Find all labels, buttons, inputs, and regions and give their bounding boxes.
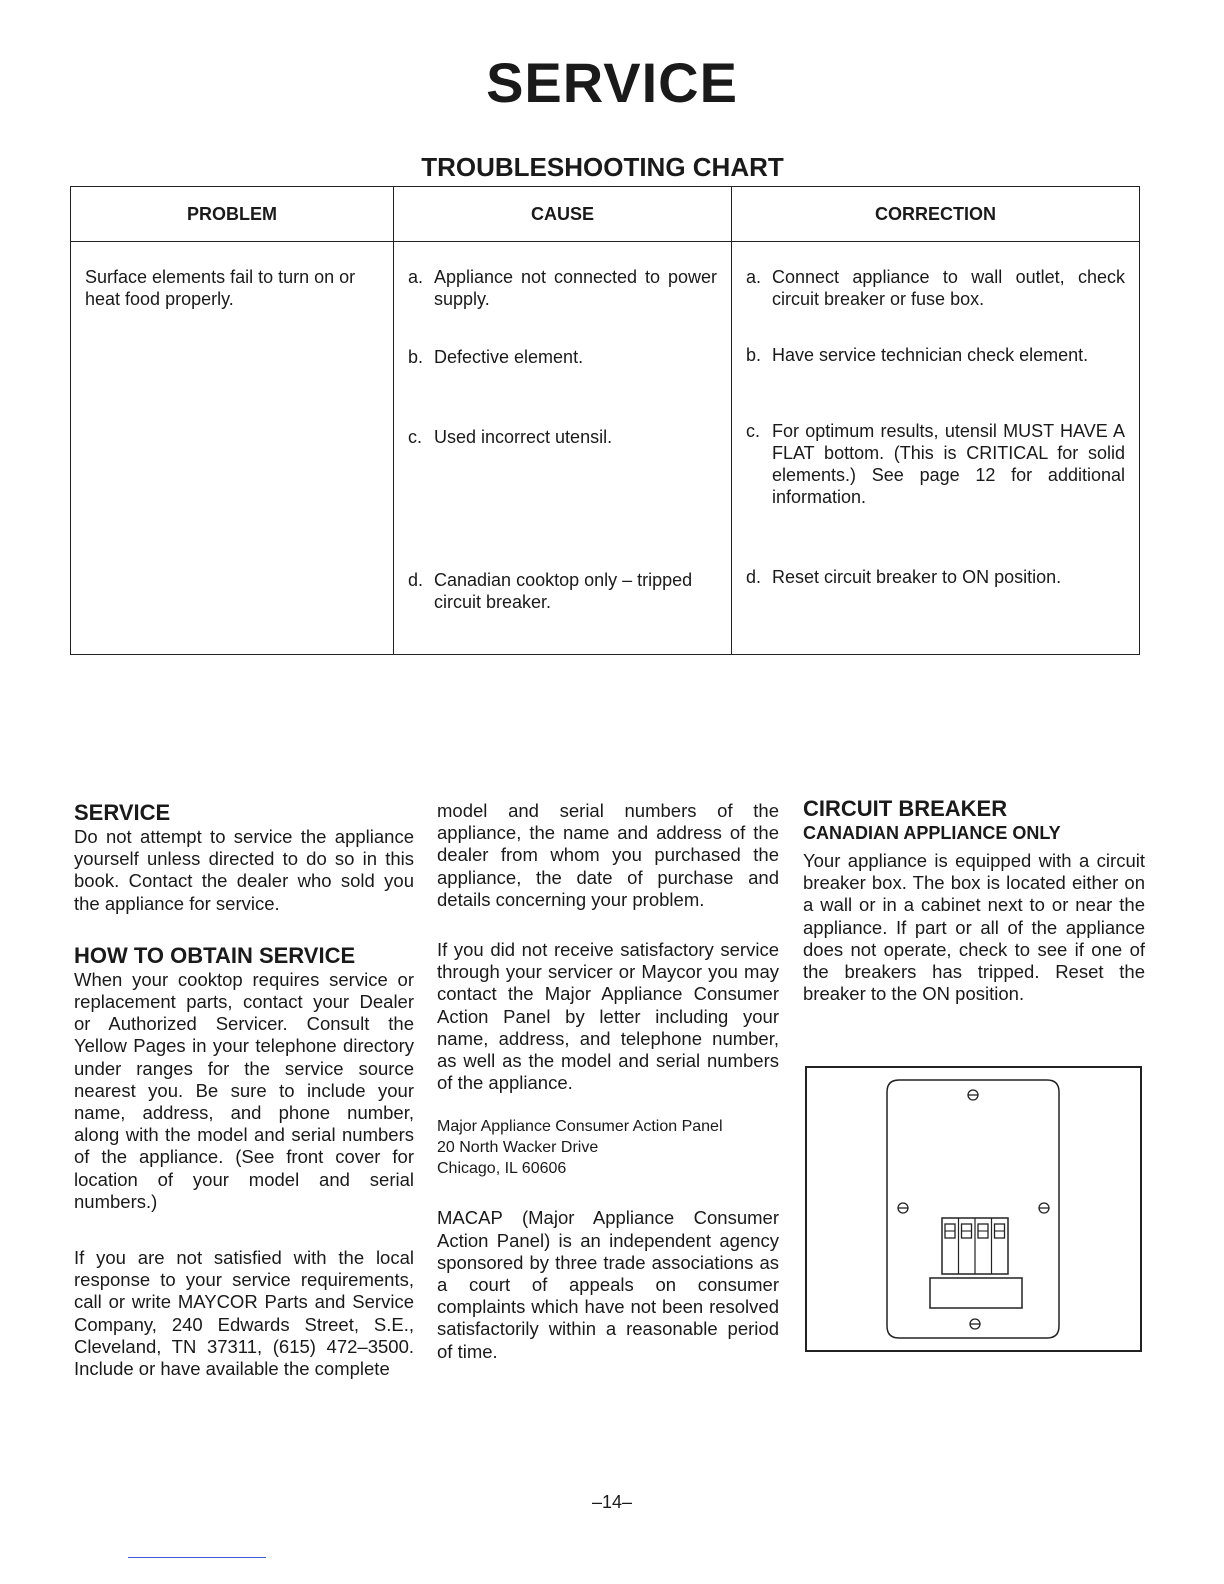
correction-text: Reset circuit breaker to ON position. [772,567,1062,587]
header-cause: CAUSE [394,187,732,242]
problem-cell [71,242,394,655]
right-column [803,796,1145,1005]
service-body: Do not attempt to service the appliance yourself unless directed to do so in this book. Contact the dealer who sold you the appliance for service. [74,826,414,914]
circuit-breaker-diagram [805,1066,1142,1352]
breaker-switches [942,1218,1008,1274]
circuit-breaker-heading: CIRCUIT BREAKER [803,796,1008,821]
cause-letter: c. [408,427,423,447]
middle-column [437,800,779,1363]
circuit-breaker-subheading: CANADIAN APPLIANCE ONLY [803,823,1061,843]
screw-icon [968,1090,978,1100]
correction-letter: d. [746,567,762,587]
correction-letter: c. [746,421,761,441]
cause-letter: b. [408,347,424,367]
breaker-box-illustration [807,1068,1140,1350]
cause-letter: a. [408,267,424,287]
cause-text: Used incorrect utensil. [434,427,613,447]
address-line: Chicago, IL 60606 [437,1160,567,1178]
chart-title: TROUBLESHOOTING CHART [421,152,784,182]
footer-link-underline [128,1557,266,1558]
obtain-service-heading: HOW TO OBTAIN SERVICE [74,942,356,968]
cause-cell [394,242,732,655]
problem-text: Surface elements fail to turn on or heat food properly. [85,267,356,309]
cause-item [408,346,717,426]
correction-text: Connect appliance to wall outlet, check circuit breaker or fuse box. [772,267,1125,309]
correction-item [746,344,1125,420]
correction-letter: b. [746,345,762,365]
correction-item [746,266,1125,344]
screw-icon [1039,1203,1049,1213]
header-problem: PROBLEM [71,187,394,242]
macap-contact-body: If you did not receive satisfactory service through your servicer or Maycor you may contact the Major Appliance Consumer Action Panel by letter including your name, address, and telephone number, as well as the model and serial numbers of the appliance. [437,939,779,1094]
cause-item [408,266,717,346]
address-line: Major Appliance Consumer Action Panel [437,1118,723,1136]
correction-cell [732,242,1140,655]
macap-address [437,1116,779,1179]
circuit-breaker-body: Your appliance is equipped with a circuit breaker box. The box is located either on a wall or in a cabinet next to or near the appliance. If part or all of the appliance does not operate, check to see if one of the breakers has tripped. Reset the breaker to the ON position. [803,850,1145,1005]
cause-item [408,426,717,569]
correction-item [746,566,1125,588]
cause-letter: d. [408,570,424,590]
correction-letter: a. [746,267,762,287]
breaker-label-plate [930,1278,1022,1308]
page-number: –14– [591,1492,633,1512]
cause-text: Appliance not connected to power supply. [434,267,717,309]
cause-text: Canadian cooktop only – tripped circuit breaker. [434,570,693,612]
cause-item [408,569,717,613]
service-heading: SERVICE [74,800,171,825]
macap-description: MACAP (Major Appliance Consumer Action Panel) is an independent agency sponsored by three trade associations as a court of appeals on consumer complaints which have not been resolved satisfactorily within a reasonable period of time. [437,1207,779,1362]
table-row [71,242,1140,655]
correction-text: Have service technician check element. [772,345,1089,365]
table-header-row [71,187,1140,242]
correction-text: For optimum results, utensil MUST HAVE A FLAT bottom. (This is CRITICAL for solid elements.) See page 12 for additional information. [772,421,1125,507]
correction-item [746,420,1125,566]
service-details-body: model and serial numbers of the appliance, the name and address of the dealer from whom you purchased the appliance, the date of purchase and details concerning your problem. [437,800,779,910]
address-line: 20 North Wacker Drive [437,1139,599,1157]
maycor-contact-body: If you are not satisfied with the local response to your service requirements, call or write MAYCOR Parts and Service Company, 240 Edwards Street, S.E., Cleveland, TN 37311, (615) 472–3500. Include or have available the complete [74,1247,414,1380]
breaker-panel-outline [887,1080,1059,1338]
troubleshooting-table [70,186,1140,655]
screw-icon [970,1319,980,1329]
screw-icon [898,1203,908,1213]
page-title: SERVICE [486,51,738,114]
obtain-service-body: When your cooktop requires service or replacement parts, contact your Dealer or Authorized Servicer. Consult the Yellow Pages in your telephone directory under ranges for the service source nearest you. Be sure to include your name, address, and phone number, along with the model and serial numbers of the appliance. (See front cover for location of your model and serial numbers.) [74,968,414,1212]
left-column [74,800,414,1380]
cause-text: Defective element. [434,347,584,367]
header-correction: CORRECTION [732,187,1140,242]
